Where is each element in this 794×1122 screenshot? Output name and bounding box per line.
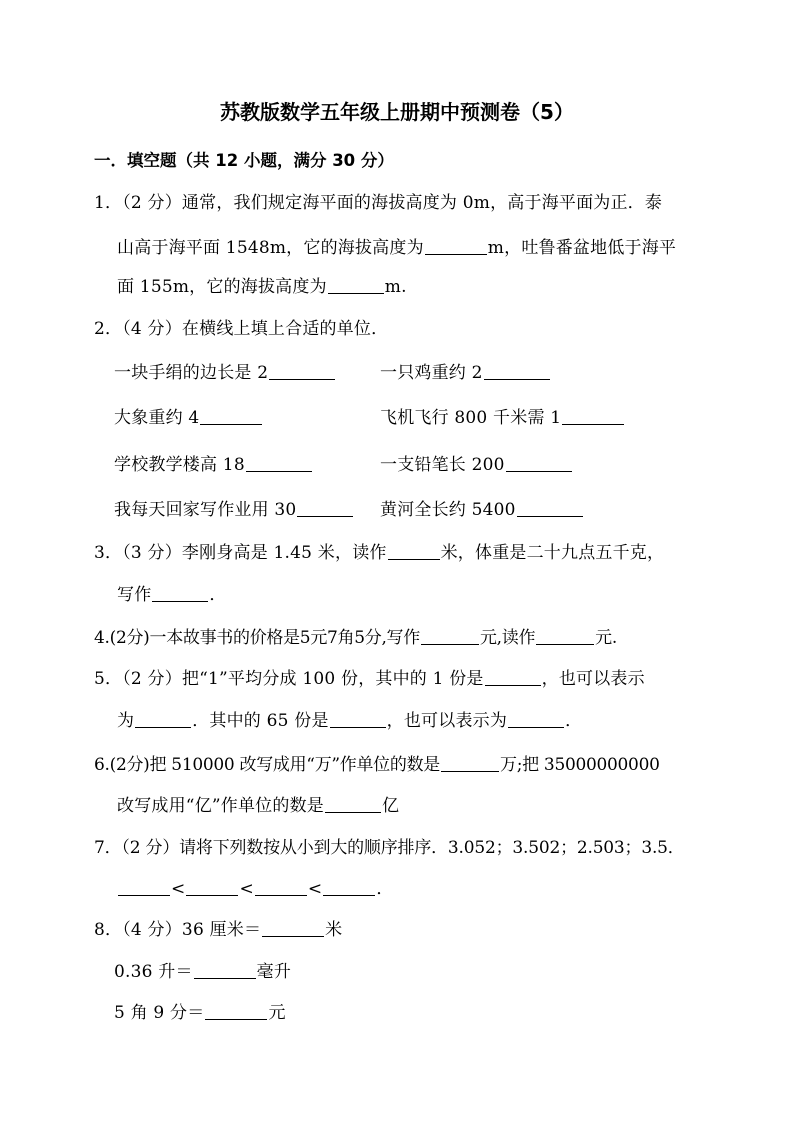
q1-text: m. [384, 277, 407, 297]
q5-text: ．其中的 65 份是 [192, 711, 329, 731]
q6-line-1 [94, 750, 660, 775]
q2-item [380, 403, 625, 428]
q6-text: 6.(2分)把 510000 改写成用“万”作单位的数是 [94, 755, 440, 775]
q7-text: ． [376, 879, 394, 899]
q2-blank[interactable] [246, 454, 312, 472]
q1-text: 山高于海平面 1548m，它的海拔高度为 [117, 238, 424, 258]
q8-line-3 [114, 998, 286, 1023]
q5-blank-4[interactable] [508, 710, 564, 728]
section-heading: 一．填空题（共 12 小题，满分 30 分） [94, 151, 394, 170]
q5-blank-1[interactable] [485, 668, 541, 686]
q4-text: 元,读作 [479, 628, 536, 648]
q3-blank-2[interactable] [152, 584, 208, 602]
q4-blank-1[interactable] [421, 627, 479, 645]
q1-line-1: 1．（2 分）通常，我们规定海平面的海拔高度为 0m，高于海平面为正．泰 [94, 193, 663, 213]
q7-blank-3[interactable] [255, 878, 307, 896]
q2-item-text: 一只鸡重约 2 [380, 363, 483, 383]
q3-blank-1[interactable] [388, 542, 440, 560]
q7-blank-2[interactable] [186, 878, 238, 896]
q2-blank[interactable] [517, 499, 583, 517]
q6-text: 改写成用“亿”作单位的数是 [117, 796, 324, 816]
q2-item [380, 450, 573, 475]
q4-blank-2[interactable] [536, 627, 594, 645]
q5-text: 5．（2 分）把“1”平均分成 100 份，其中的 1 份是 [94, 669, 484, 689]
q1-text: 面 155m，它的海拔高度为 [117, 277, 327, 297]
q1-line-3 [117, 272, 407, 297]
q3-text: 写作 [117, 585, 152, 605]
less-than-sign: < [239, 879, 254, 899]
q2-item-text: 黄河全长约 5400 [380, 500, 516, 520]
q8-blank-3[interactable] [205, 1002, 267, 1020]
q8-text: 毫升 [256, 962, 292, 982]
q3-text: ． [209, 585, 227, 605]
q4-text: 4.(2分)一本故事书的价格是5元7角5分,写作 [94, 628, 420, 648]
q2-item-text: 飞机飞行 800 千米需 1 [380, 408, 562, 428]
q5-blank-2[interactable] [135, 710, 191, 728]
q1-text: m，吐鲁番盆地低于海平 [487, 238, 677, 258]
less-than-sign: < [307, 879, 323, 899]
q8-text: 元 [268, 1003, 286, 1023]
q2-item [114, 495, 354, 520]
q8-text: 米 [325, 920, 343, 940]
q1-blank-2[interactable] [328, 276, 384, 294]
q3-text: 米，体重是二十九点五千克， [440, 543, 665, 563]
page-title: 苏教版数学五年级上册期中预测卷（5） [220, 100, 574, 124]
q3-line-2 [117, 580, 227, 605]
q2-blank[interactable] [200, 407, 262, 425]
q7-line-1: 7．（2 分）请将下列数按从小到大的顺序排序．3.052；3.502；2.503；3.5． [94, 838, 685, 858]
q8-blank-2[interactable] [194, 961, 256, 979]
q1-blank-1[interactable] [425, 237, 487, 255]
less-than-sign: < [171, 879, 186, 899]
q2-stem: 2．（4 分）在横线上填上合适的单位． [94, 319, 389, 339]
q8-line-2 [114, 957, 291, 982]
q2-item-text: 一块手绢的边长是 2 [114, 363, 269, 383]
q2-item [380, 495, 584, 520]
q1-line-2 [117, 233, 676, 258]
q5-blank-3[interactable] [330, 710, 386, 728]
q3-line-1 [94, 538, 664, 563]
q6-line-2 [117, 791, 399, 816]
q8-line-1 [94, 915, 342, 940]
q2-blank[interactable] [269, 362, 335, 380]
q2-item [114, 358, 336, 383]
q2-item [114, 450, 313, 475]
q8-text: 0.36 升＝ [114, 962, 193, 982]
q2-blank[interactable] [506, 454, 572, 472]
q6-blank-1[interactable] [441, 754, 499, 772]
q6-blank-2[interactable] [325, 795, 381, 813]
q4-text: 元. [595, 628, 617, 648]
q8-blank-1[interactable] [262, 919, 324, 937]
q7-blank-4[interactable] [323, 878, 375, 896]
q2-blank[interactable] [562, 407, 624, 425]
q8-text: 8．（4 分）36 厘米＝ [94, 920, 262, 940]
q7-line-2 [117, 874, 394, 899]
q5-line-1 [94, 664, 645, 689]
q2-item-text: 一支铅笔长 200 [380, 455, 505, 475]
q5-text: ，也可以表示 [541, 669, 645, 689]
q2-blank[interactable] [297, 499, 353, 517]
q2-item [114, 403, 263, 428]
q4-line [94, 623, 617, 648]
q2-item-text: 大象重约 4 [114, 408, 200, 428]
q2-blank[interactable] [484, 362, 550, 380]
q5-text: ． [565, 711, 583, 731]
q5-text: 为 [117, 711, 135, 731]
q3-text: 3．（3 分）李刚身高是 1.45 米，读作 [94, 543, 387, 563]
q2-item-text: 学校教学楼高 18 [114, 455, 245, 475]
q2-item [380, 358, 551, 383]
q6-text: 亿 [381, 796, 400, 816]
q5-text: ，也可以表示为 [386, 711, 508, 731]
q5-line-2 [117, 706, 582, 731]
q2-item-text: 我每天回家写作业用 30 [114, 500, 297, 520]
q6-text: 万;把 35000000000 [500, 755, 660, 775]
q7-blank-1[interactable] [118, 878, 170, 896]
q8-text: 5 角 9 分＝ [114, 1003, 205, 1023]
